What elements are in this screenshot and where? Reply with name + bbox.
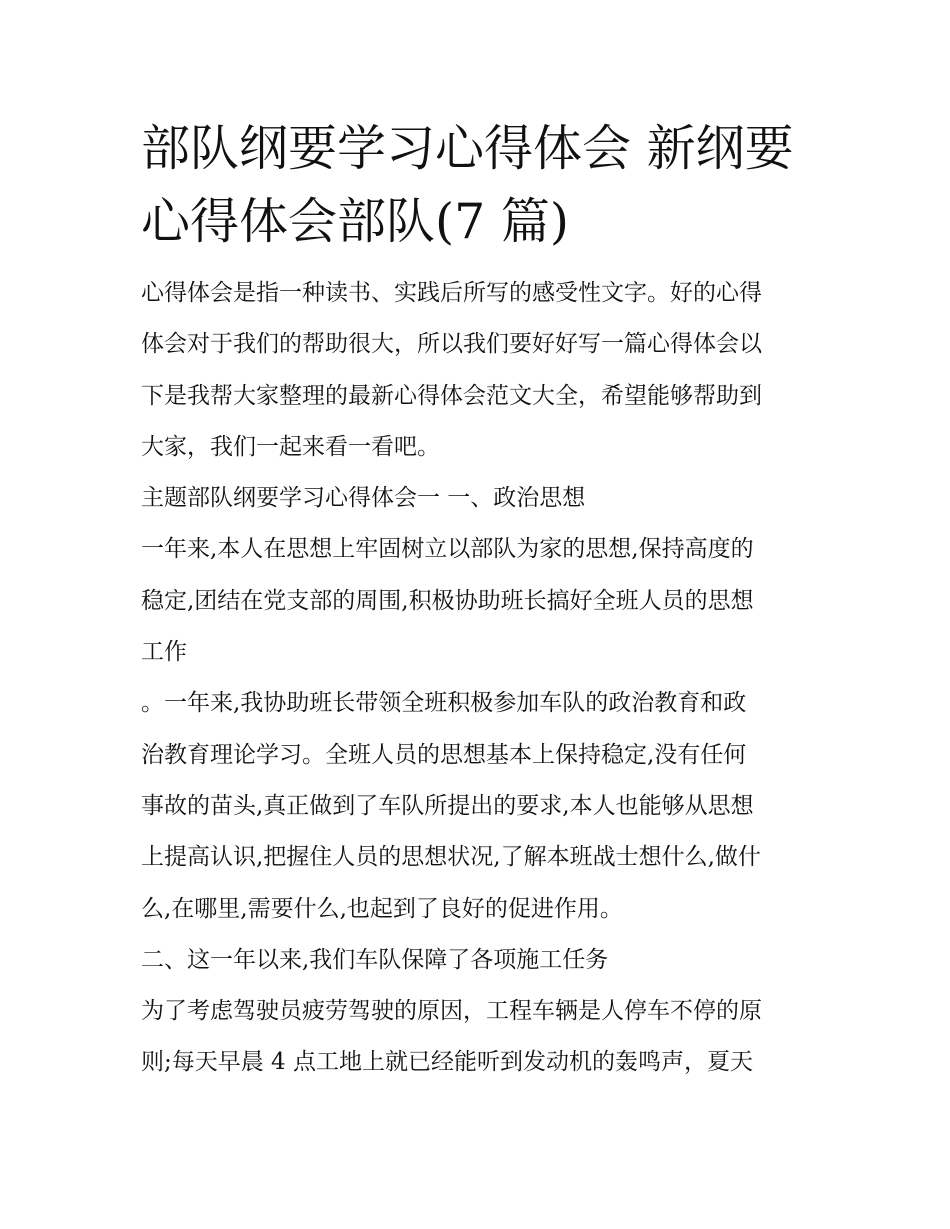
body-line: 上提高认识,把握住人员的思想状况,了解本班战士想什么,做什 [141,844,761,871]
body-line: 体会对于我们的帮助很大，所以我们要好好写一篇心得体会以 [141,331,762,358]
body-line: 么,在哪里,需要什么,也起到了良好的促进作用。 [141,895,623,922]
body-line: 则;每天早晨 4 点工地上就已经能听到发动机的轰鸣声，夏天 [141,1049,754,1076]
body-line: 一年来,本人在思想上牢固树立以部队为家的思想,保持高度的 [141,536,754,563]
body-line: 事故的苗头,真正做到了车队所提出的要求,本人也能够从思想 [141,792,754,819]
body-line: 。一年来,我协助班长带领全班积极参加车队的政治教育和政 [141,690,747,717]
document-body [141,268,813,1089]
body-line: 工作 [141,639,187,666]
body-line: 大家，我们一起来看一看吧。 [141,433,440,460]
section-heading: 主题部队纲要学习心得体会一 一、政治思想 [141,485,586,512]
section-heading: 二、这一年以来,我们车队保障了各项施工任务 [141,946,609,973]
body-line: 稳定,团结在党支部的周围,积极协助班长搞好全班人员的思想 [141,587,754,614]
title-line-1: 部队纲要学习心得体会 新纲要 [141,120,794,177]
document-title [141,112,813,258]
body-line: 下是我帮大家整理的最新心得体会范文大全，希望能够帮助到 [141,382,762,409]
body-line: 治教育理论学习。全班人员的思想基本上保持稳定,没有任何 [141,741,747,768]
document-page [141,112,813,1089]
body-line: 心得体会是指一种读书、实践后所写的感受性文字。好的心得 [141,280,762,306]
body-line: 为了考虑驾驶员疲劳驾驶的原因，工程车辆是人停车不停的原 [141,998,762,1025]
title-line-2: 心得体会部队(7 篇) [141,193,569,250]
